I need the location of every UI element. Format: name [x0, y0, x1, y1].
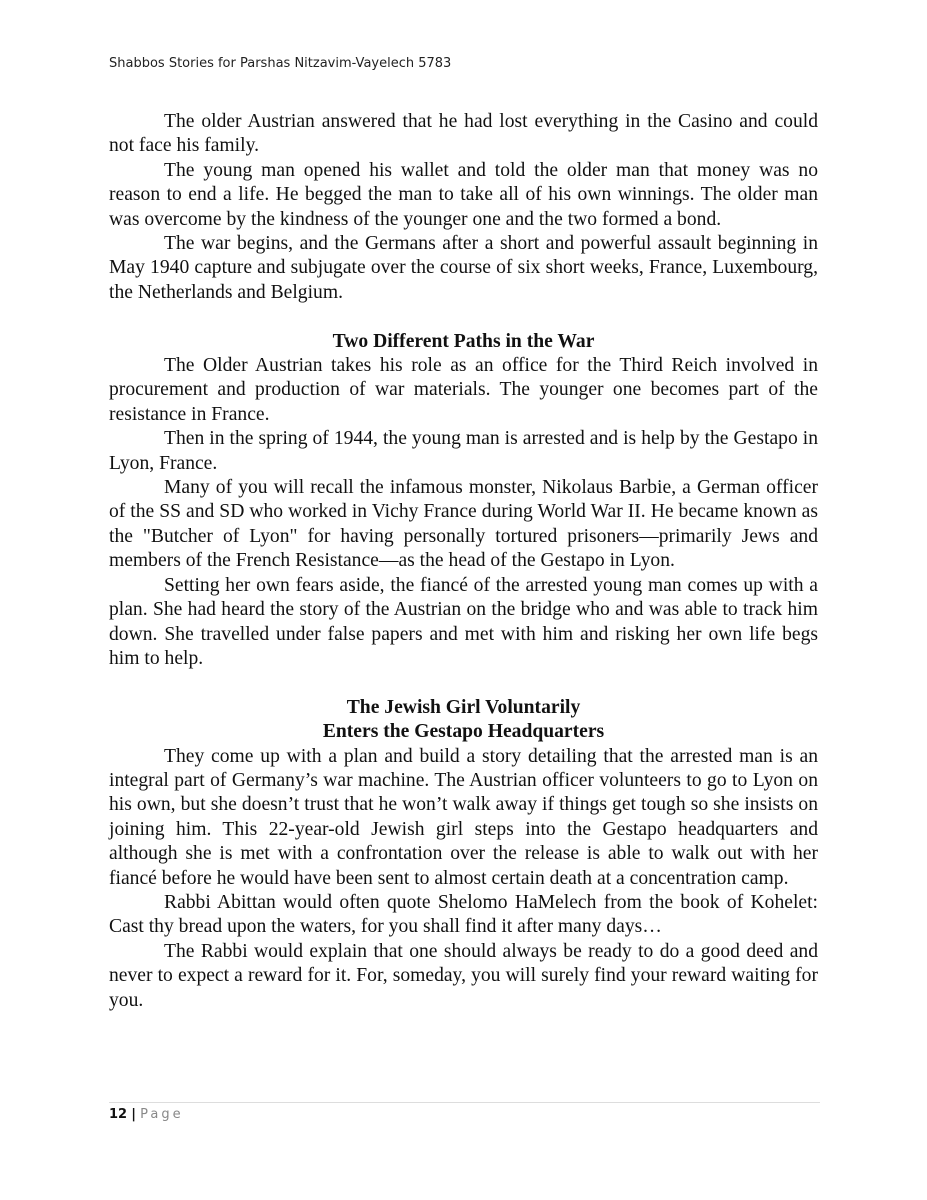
section-heading-line-2: Enters the Gestapo Headquarters [322, 721, 605, 743]
paragraph: Setting her own fears aside, the fiancé of the arrested young man comes up with a plan. She had heard the story of the Austrian on the bridge who and was able to track him down. She travelled under false papers and met with him and risking her own life begs him to help. [109, 574, 818, 669]
footer-divider [109, 1102, 820, 1103]
running-header: Shabbos Stories for Parshas Nitzavim-Vayelech 5783 [109, 56, 452, 71]
paragraph: Rabbi Abittan would often quote Shelomo HaMelech from the book of Kohelet: Cast thy bread upon the waters, for you shall find it after many days… [109, 891, 818, 938]
page-label: Page [140, 1107, 184, 1122]
paragraph: The war begins, and the Germans after a short and powerful assault beginning in May 1940 capture and subjugate over the course of six short weeks, France, Luxembourg, the Netherlands and Belgium. [109, 233, 818, 303]
section-heading-line-1: The Jewish Girl Voluntarily [346, 696, 581, 718]
paragraph: The Rabbi would explain that one should always be ready to do a good deed and never to expect a reward for it. For, someday, you will surely find your reward waiting for you. [109, 940, 818, 1011]
paragraph: The Older Austrian takes his role as an office for the Third Reich involved in procurement and production of war materials. The younger one becomes part of the resistance in France. [109, 355, 818, 425]
footer-separator: | [131, 1107, 136, 1122]
page-footer [109, 1107, 184, 1122]
paragraph: The older Austrian answered that he had lost everything in the Casino and could not face his family. [109, 111, 818, 157]
paragraph: They come up with a plan and build a story detailing that the arrested man is an integral part of Germany’s war machine. The Austrian officer volunteers to go to Lyon on his own, but she doesn’t trust that he won’t walk away if things get tough so she insists on joining him. This 22-year-old Jewish girl steps into the Gestapo headquarters and although she is met with a confrontation over the release is able to walk out with her fiancé before he would have been sent to almost certain death at a concentration camp. [109, 745, 818, 889]
section-heading: Two Different Paths in the War [332, 330, 595, 352]
paragraph: Many of you will recall the infamous monster, Nikolaus Barbie, a German officer of the SS and SD who worked in Vichy France during World War II. He became known as the "Butcher of Lyon" for having personally tortured prisoners—primarily Jews and members of the French Resistance—as the head of the Gestapo in Lyon. [109, 477, 818, 572]
paragraph: Then in the spring of 1944, the young man is arrested and is help by the Gestapo in Lyon, France. [109, 428, 818, 474]
page-number: 12 [109, 1107, 128, 1122]
page-body [109, 110, 818, 1013]
paragraph: The young man opened his wallet and told the older man that money was no reason to end a life. He begged the man to take all of his own winnings. The older man was overcome by the kindness of the younger one and the two formed a bond. [109, 159, 818, 230]
